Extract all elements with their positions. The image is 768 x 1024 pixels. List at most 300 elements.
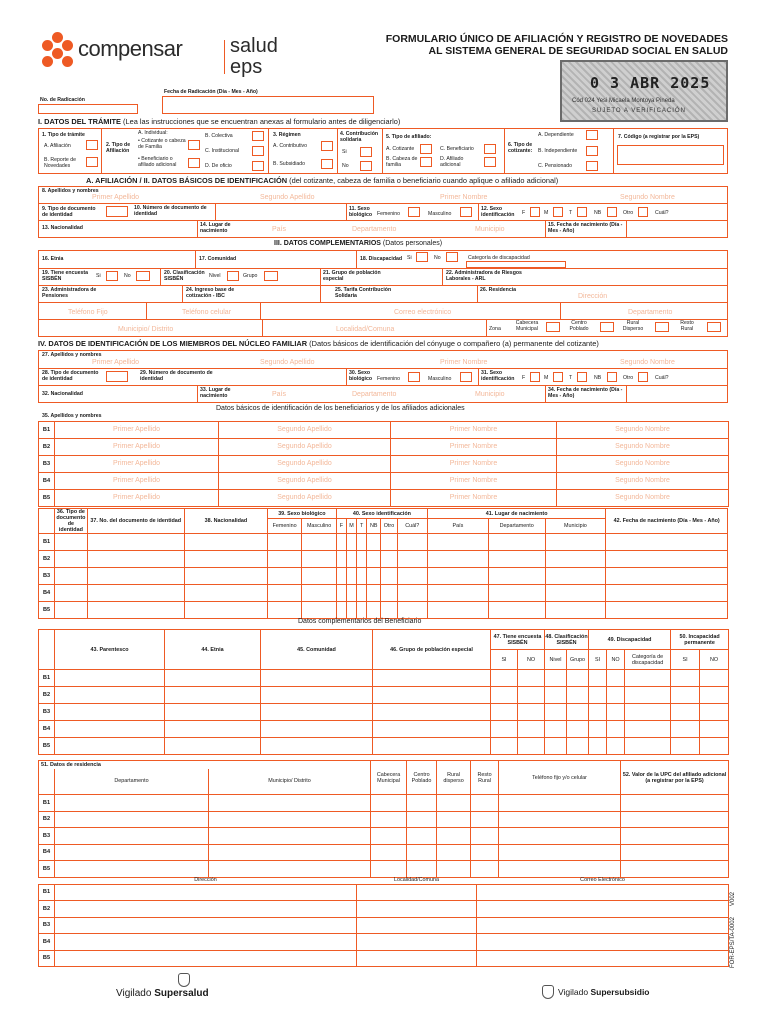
col41-header: 41. Lugar de nacimiento	[428, 509, 606, 519]
comp-cell[interactable]	[165, 687, 261, 704]
comp-cell[interactable]	[700, 704, 729, 721]
col42-header: 42. Fecha de nacimiento (Día - Mes - Año)	[606, 509, 728, 534]
comp-cell[interactable]	[373, 704, 491, 721]
comp-cell[interactable]	[491, 687, 518, 704]
comp-cell[interactable]	[589, 704, 607, 721]
sisben-si-checkbox[interactable]	[106, 271, 118, 281]
id-cell[interactable]	[428, 568, 489, 585]
comp-cell[interactable]	[518, 687, 545, 704]
comp-cell[interactable]	[491, 670, 518, 687]
dir-cell[interactable]	[55, 884, 357, 901]
comp-cell[interactable]	[165, 704, 261, 721]
res-cell[interactable]	[437, 844, 471, 861]
res-cell[interactable]	[371, 861, 407, 878]
res-cell[interactable]	[371, 844, 407, 861]
id-cell[interactable]	[336, 568, 346, 585]
comp-cell[interactable]	[518, 738, 545, 755]
id-cell[interactable]	[336, 585, 346, 602]
masculino-checkbox[interactable]	[460, 207, 472, 217]
id-cell[interactable]	[428, 534, 489, 551]
res-cell[interactable]	[407, 828, 437, 845]
id-cell[interactable]	[267, 585, 301, 602]
segundo-nombre-cell[interactable]: Segundo Nombre	[557, 473, 729, 490]
conyuge-femenino-checkbox[interactable]	[408, 372, 420, 382]
comp-cell[interactable]	[589, 738, 607, 755]
comp-cell[interactable]	[55, 738, 165, 755]
res-cell[interactable]	[437, 795, 471, 812]
comp-cell[interactable]	[491, 721, 518, 738]
comp-cell[interactable]	[55, 687, 165, 704]
segundo-apellido-cell[interactable]: Segundo Apellido	[219, 422, 391, 439]
comp-cell[interactable]	[671, 670, 700, 687]
comp-cell[interactable]	[671, 738, 700, 755]
table-row	[39, 704, 729, 721]
comp-cell[interactable]	[55, 704, 165, 721]
res-cell[interactable]	[371, 811, 407, 828]
table-row	[39, 670, 729, 687]
apellidos-nombres-label: 8. Apellidos y nombres	[42, 188, 99, 194]
conyuge-t-checkbox[interactable]	[577, 372, 587, 382]
id-cell[interactable]	[428, 602, 489, 619]
id-cell[interactable]	[606, 602, 728, 619]
col49-header: 49. Discapacidad	[589, 630, 671, 650]
id-cell[interactable]	[267, 602, 301, 619]
contrib-no-checkbox[interactable]	[360, 161, 372, 171]
comp-cell[interactable]	[607, 670, 625, 687]
res-cell[interactable]	[499, 828, 621, 845]
res-cell[interactable]	[55, 861, 209, 878]
id-cell[interactable]	[336, 602, 346, 619]
id-cell[interactable]	[381, 602, 397, 619]
sexo-nb-checkbox[interactable]	[607, 207, 617, 217]
comp-cell[interactable]	[373, 738, 491, 755]
comp-cell[interactable]	[607, 721, 625, 738]
rural-disp-checkbox[interactable]	[655, 322, 669, 332]
codigo-eps-field[interactable]	[617, 145, 724, 165]
afiliacion-checkbox[interactable]	[86, 140, 98, 150]
id-cell[interactable]	[428, 585, 489, 602]
comp-cell[interactable]	[55, 721, 165, 738]
col39-fem: Femenino	[267, 519, 301, 534]
sisben-no-checkbox[interactable]	[136, 271, 150, 281]
afiliado-adicional-checkbox[interactable]	[484, 157, 496, 167]
comp-cell[interactable]	[625, 721, 671, 738]
sexo-cual-label: Cuál?	[655, 210, 669, 216]
table-row	[39, 551, 728, 568]
primer-nombre-cell[interactable]: Primer Nombre	[391, 456, 557, 473]
id-cell[interactable]	[545, 551, 606, 568]
contrib-si-checkbox[interactable]	[360, 147, 372, 157]
id-cell[interactable]	[55, 602, 87, 619]
res-cell[interactable]	[209, 828, 371, 845]
id-cell[interactable]	[55, 534, 87, 551]
section-2-title	[86, 176, 558, 185]
segundo-apellido-cell[interactable]: Segundo Apellido	[219, 490, 391, 507]
id-cell[interactable]	[606, 534, 728, 551]
version-code: V002	[730, 891, 736, 906]
comp-cell[interactable]	[165, 738, 261, 755]
comp-cell[interactable]	[567, 721, 589, 738]
comp-cell[interactable]	[518, 704, 545, 721]
id-cell[interactable]	[381, 551, 397, 568]
disc-si-checkbox[interactable]	[416, 252, 428, 262]
id-cell[interactable]	[55, 585, 87, 602]
comp-cell[interactable]	[625, 670, 671, 687]
names-row-label: B3	[39, 456, 55, 473]
id-cell[interactable]	[545, 568, 606, 585]
primer-nombre-cell[interactable]: Primer Nombre	[391, 422, 557, 439]
res-cell[interactable]	[499, 861, 621, 878]
id-cell[interactable]	[545, 602, 606, 619]
comp-cell[interactable]	[373, 670, 491, 687]
sexo-f-option: F	[522, 210, 526, 216]
resto-rural-checkbox[interactable]	[707, 322, 721, 332]
id-cell[interactable]	[606, 551, 728, 568]
conyuge-nb-checkbox[interactable]	[607, 372, 617, 382]
comp-cell[interactable]	[625, 687, 671, 704]
primer-apellido-cell[interactable]: Primer Apellido	[55, 439, 219, 456]
comp-cell[interactable]	[625, 704, 671, 721]
id-cell[interactable]	[336, 534, 346, 551]
reporte-novedades-checkbox[interactable]	[86, 157, 98, 167]
id-cell[interactable]	[184, 568, 267, 585]
sexo-m-checkbox[interactable]	[553, 207, 563, 217]
comp-cell[interactable]	[700, 670, 729, 687]
comp-cell[interactable]	[671, 721, 700, 738]
sexo-t-checkbox[interactable]	[577, 207, 587, 217]
dir-cell[interactable]	[477, 901, 729, 918]
dir-cell[interactable]	[55, 901, 357, 918]
primer-apellido-cell[interactable]: Primer Apellido	[55, 490, 219, 507]
res-cell[interactable]	[499, 795, 621, 812]
primer-nombre-cell[interactable]: Primer Nombre	[391, 473, 557, 490]
comp-cell[interactable]	[545, 738, 567, 755]
res-cell[interactable]	[621, 828, 729, 845]
comp-cell[interactable]	[589, 670, 607, 687]
res-cell[interactable]	[437, 811, 471, 828]
id-cell[interactable]	[606, 585, 728, 602]
conyuge-masculino-checkbox[interactable]	[460, 372, 472, 382]
id-cell[interactable]	[87, 602, 184, 619]
id-cell[interactable]	[346, 568, 356, 585]
beneficiario-checkbox[interactable]	[484, 144, 496, 154]
id-cell[interactable]	[357, 551, 367, 568]
id-cell[interactable]	[184, 602, 267, 619]
col44-header: 44. Etnia	[165, 630, 261, 670]
res-cell[interactable]	[55, 795, 209, 812]
segundo-apellido-cell[interactable]: Segundo Apellido	[219, 439, 391, 456]
id-cell[interactable]	[488, 602, 545, 619]
id-cell[interactable]	[267, 534, 301, 551]
dir-cell[interactable]	[357, 901, 477, 918]
tipo-doc-label: 9. Tipo de documento de identidad	[42, 206, 96, 218]
id-cell[interactable]	[357, 568, 367, 585]
municipio-hint: Municipio	[475, 226, 505, 233]
id-cell[interactable]	[302, 568, 336, 585]
id-cell[interactable]	[428, 551, 489, 568]
residencia-table	[38, 760, 729, 878]
comp-cell[interactable]	[545, 670, 567, 687]
id-cell[interactable]	[397, 568, 427, 585]
comp-cell[interactable]	[491, 704, 518, 721]
comp-cell[interactable]	[607, 704, 625, 721]
dir-cell[interactable]	[477, 884, 729, 901]
comp-cell[interactable]	[545, 687, 567, 704]
res-cell[interactable]	[209, 844, 371, 861]
res-cell[interactable]	[499, 844, 621, 861]
res-cell[interactable]	[621, 795, 729, 812]
primer-nombre-cell[interactable]: Primer Nombre	[391, 439, 557, 456]
comp-cell[interactable]	[700, 687, 729, 704]
id-cell[interactable]	[397, 534, 427, 551]
dir-cell[interactable]	[477, 917, 729, 934]
comp-cell[interactable]	[165, 721, 261, 738]
id-cell[interactable]	[606, 568, 728, 585]
segundo-nombre-cell[interactable]: Segundo Nombre	[557, 439, 729, 456]
independiente-checkbox[interactable]	[586, 146, 598, 156]
id-cell[interactable]	[397, 585, 427, 602]
subsidiado-checkbox[interactable]	[321, 159, 333, 169]
benef-apellidos-label: 35. Apellidos y nombres	[42, 413, 102, 419]
conyuge-tipo-doc-field[interactable]	[106, 371, 128, 382]
dir-cell[interactable]	[477, 934, 729, 951]
comp-cell[interactable]	[671, 704, 700, 721]
comp-cell[interactable]	[567, 704, 589, 721]
direccion-table	[38, 876, 729, 967]
res-cell[interactable]	[371, 795, 407, 812]
id-cell[interactable]	[184, 534, 267, 551]
res-cell[interactable]	[55, 828, 209, 845]
res-cell[interactable]	[621, 811, 729, 828]
res-cell[interactable]	[621, 844, 729, 861]
tipo-doc-field[interactable]	[106, 206, 128, 217]
id-cell[interactable]	[302, 585, 336, 602]
id-cell[interactable]	[367, 534, 381, 551]
comp-cell[interactable]	[55, 670, 165, 687]
id-row-label: B2	[39, 551, 55, 568]
res-cell[interactable]	[621, 861, 729, 878]
id-cell[interactable]	[55, 568, 87, 585]
radicacion-fecha-field[interactable]	[162, 96, 374, 114]
res-cell[interactable]	[55, 811, 209, 828]
id-cell[interactable]	[87, 568, 184, 585]
dir-row-label: B1	[39, 884, 55, 901]
segundo-nombre-cell[interactable]: Segundo Nombre	[557, 456, 729, 473]
id-cell[interactable]	[302, 534, 336, 551]
id-cell[interactable]	[545, 585, 606, 602]
res-cell[interactable]	[437, 828, 471, 845]
beneficiarios-id-table	[38, 508, 728, 619]
dir-cell[interactable]	[357, 934, 477, 951]
nivel-field[interactable]	[227, 271, 239, 281]
res-cell[interactable]	[471, 811, 499, 828]
arl-label: 22. Administradora de Riesgos Laborales - ARL	[446, 270, 522, 282]
id-cell[interactable]	[302, 551, 336, 568]
comp-cell[interactable]	[700, 721, 729, 738]
centro-pob-checkbox[interactable]	[600, 322, 614, 332]
id-cell[interactable]	[488, 534, 545, 551]
id-cell[interactable]	[381, 534, 397, 551]
res-row-label: B1	[39, 795, 55, 812]
id-cell[interactable]	[346, 551, 356, 568]
cab-mun-checkbox[interactable]	[546, 322, 560, 332]
id-cell[interactable]	[367, 602, 381, 619]
comp-cell[interactable]	[625, 738, 671, 755]
comunidad-label: 17. Comunidad	[199, 256, 237, 262]
res-cell[interactable]	[407, 795, 437, 812]
id-cell[interactable]	[87, 585, 184, 602]
cotizante-cabeza-checkbox[interactable]	[188, 140, 200, 150]
id-cell[interactable]	[381, 585, 397, 602]
res-cell[interactable]	[471, 828, 499, 845]
sexo-f-checkbox[interactable]	[530, 207, 540, 217]
segundo-nombre-cell[interactable]: Segundo Nombre	[557, 490, 729, 507]
table-row	[39, 738, 729, 755]
res-cell[interactable]	[371, 828, 407, 845]
col50-no: NO	[700, 650, 729, 670]
id-cell[interactable]	[545, 534, 606, 551]
id-cell[interactable]	[488, 568, 545, 585]
dir-cell[interactable]	[357, 884, 477, 901]
id-cell[interactable]	[357, 534, 367, 551]
res-cell[interactable]	[209, 861, 371, 878]
id-cell[interactable]	[357, 585, 367, 602]
beneficiarios-names-table	[38, 421, 729, 507]
conyuge-m-checkbox[interactable]	[553, 372, 563, 382]
beneficiario-adicional-checkbox[interactable]	[188, 158, 200, 168]
id-cell[interactable]	[367, 551, 381, 568]
primer-apellido-cell[interactable]: Primer Apellido	[55, 456, 219, 473]
institucional-checkbox[interactable]	[252, 146, 264, 156]
segundo-apellido-cell[interactable]: Segundo Apellido	[219, 456, 391, 473]
res-cell[interactable]	[209, 795, 371, 812]
comp-cell[interactable]	[261, 687, 373, 704]
dependiente-checkbox[interactable]	[586, 130, 598, 140]
comp-cell[interactable]	[589, 687, 607, 704]
primer-apellido-cell[interactable]: Primer Apellido	[55, 422, 219, 439]
comp-cell[interactable]	[607, 738, 625, 755]
cab-mun-option: Cabecera Municipal	[515, 320, 539, 332]
id-cell[interactable]	[488, 585, 545, 602]
dir-cell[interactable]	[55, 917, 357, 934]
res-cell[interactable]	[407, 811, 437, 828]
comp-cell[interactable]	[607, 687, 625, 704]
colectiva-checkbox[interactable]	[252, 131, 264, 141]
col40-f: F	[336, 519, 346, 534]
col48-header: 48. Clasificación SISBÉN	[545, 630, 589, 650]
femenino-checkbox[interactable]	[408, 207, 420, 217]
dir-cell[interactable]	[55, 934, 357, 951]
conyuge-otro-checkbox[interactable]	[638, 372, 648, 382]
sexo-nb-option: NB	[594, 210, 602, 216]
id-cell[interactable]	[346, 585, 356, 602]
comp-cell[interactable]	[567, 738, 589, 755]
res-cell[interactable]	[437, 861, 471, 878]
comp-cell[interactable]	[671, 687, 700, 704]
contributivo-checkbox[interactable]	[321, 141, 333, 151]
comp-cell[interactable]	[545, 721, 567, 738]
id-cell[interactable]	[184, 551, 267, 568]
id-cell[interactable]	[488, 551, 545, 568]
id-cell[interactable]	[381, 568, 397, 585]
id-cell[interactable]	[397, 551, 427, 568]
comp-cell[interactable]	[373, 721, 491, 738]
id-cell[interactable]	[346, 602, 356, 619]
categoria-disc-field[interactable]	[466, 261, 566, 268]
pensionado-checkbox[interactable]	[586, 161, 598, 171]
id-cell[interactable]	[346, 534, 356, 551]
id-cell[interactable]	[87, 551, 184, 568]
dir-cell[interactable]	[357, 950, 477, 967]
comp-cell[interactable]	[261, 704, 373, 721]
de-oficio-checkbox[interactable]	[252, 161, 264, 171]
primer-nombre-cell[interactable]: Primer Nombre	[391, 490, 557, 507]
comp-cell[interactable]	[518, 670, 545, 687]
res-cell[interactable]	[407, 861, 437, 878]
comp-cell[interactable]	[567, 670, 589, 687]
cabeza-familia-checkbox[interactable]	[420, 157, 432, 167]
res-cell[interactable]	[471, 795, 499, 812]
id-cell[interactable]	[55, 551, 87, 568]
comp-cell[interactable]	[165, 670, 261, 687]
id-cell[interactable]	[267, 568, 301, 585]
res-cell[interactable]	[471, 844, 499, 861]
radicacion-no-field[interactable]	[38, 104, 138, 114]
id-cell[interactable]	[267, 551, 301, 568]
dir-cell[interactable]	[477, 950, 729, 967]
id-cell[interactable]	[87, 534, 184, 551]
comp-cell[interactable]	[261, 721, 373, 738]
disc-no-checkbox[interactable]	[446, 252, 458, 262]
id-cell[interactable]	[184, 585, 267, 602]
comp-cell[interactable]	[518, 721, 545, 738]
cotizante-checkbox[interactable]	[420, 144, 432, 154]
res-cell[interactable]	[209, 811, 371, 828]
grupo-field[interactable]	[264, 271, 278, 281]
segundo-apellido-cell[interactable]: Segundo Apellido	[219, 473, 391, 490]
res-cell[interactable]	[407, 844, 437, 861]
sexo-otro-checkbox[interactable]	[638, 207, 648, 217]
col51-header: 51. Datos de residencia	[39, 761, 371, 769]
logo-brand: compensar	[78, 36, 183, 61]
comp-cell[interactable]	[491, 738, 518, 755]
id-cell[interactable]	[357, 602, 367, 619]
id-cell[interactable]	[367, 585, 381, 602]
conyuge-f-checkbox[interactable]	[530, 372, 540, 382]
res-cell[interactable]	[471, 861, 499, 878]
res-cell[interactable]	[55, 844, 209, 861]
comp-cell[interactable]	[567, 687, 589, 704]
comp-cell[interactable]	[700, 738, 729, 755]
comp-cell[interactable]	[589, 721, 607, 738]
id-cell[interactable]	[302, 602, 336, 619]
comp-cell[interactable]	[373, 687, 491, 704]
dir-cell[interactable]	[357, 917, 477, 934]
comp-cell[interactable]	[545, 704, 567, 721]
id-cell[interactable]	[336, 551, 346, 568]
comp-cell[interactable]	[261, 670, 373, 687]
cotizante-cabeza-option: • Cotizante o cabeza de Familia	[138, 138, 186, 150]
primer-apellido-cell[interactable]: Primer Apellido	[55, 473, 219, 490]
comp-cell[interactable]	[261, 738, 373, 755]
res-cell[interactable]	[499, 811, 621, 828]
segundo-nombre-cell[interactable]: Segundo Nombre	[557, 422, 729, 439]
dir-cell[interactable]	[55, 950, 357, 967]
id-cell[interactable]	[367, 568, 381, 585]
stamp-name: Cód 024 Yesi Micaela Montoya Pineda	[572, 98, 675, 104]
id-cell[interactable]	[397, 602, 427, 619]
num-doc-label: 10. Número de documento de identidad	[134, 205, 207, 217]
